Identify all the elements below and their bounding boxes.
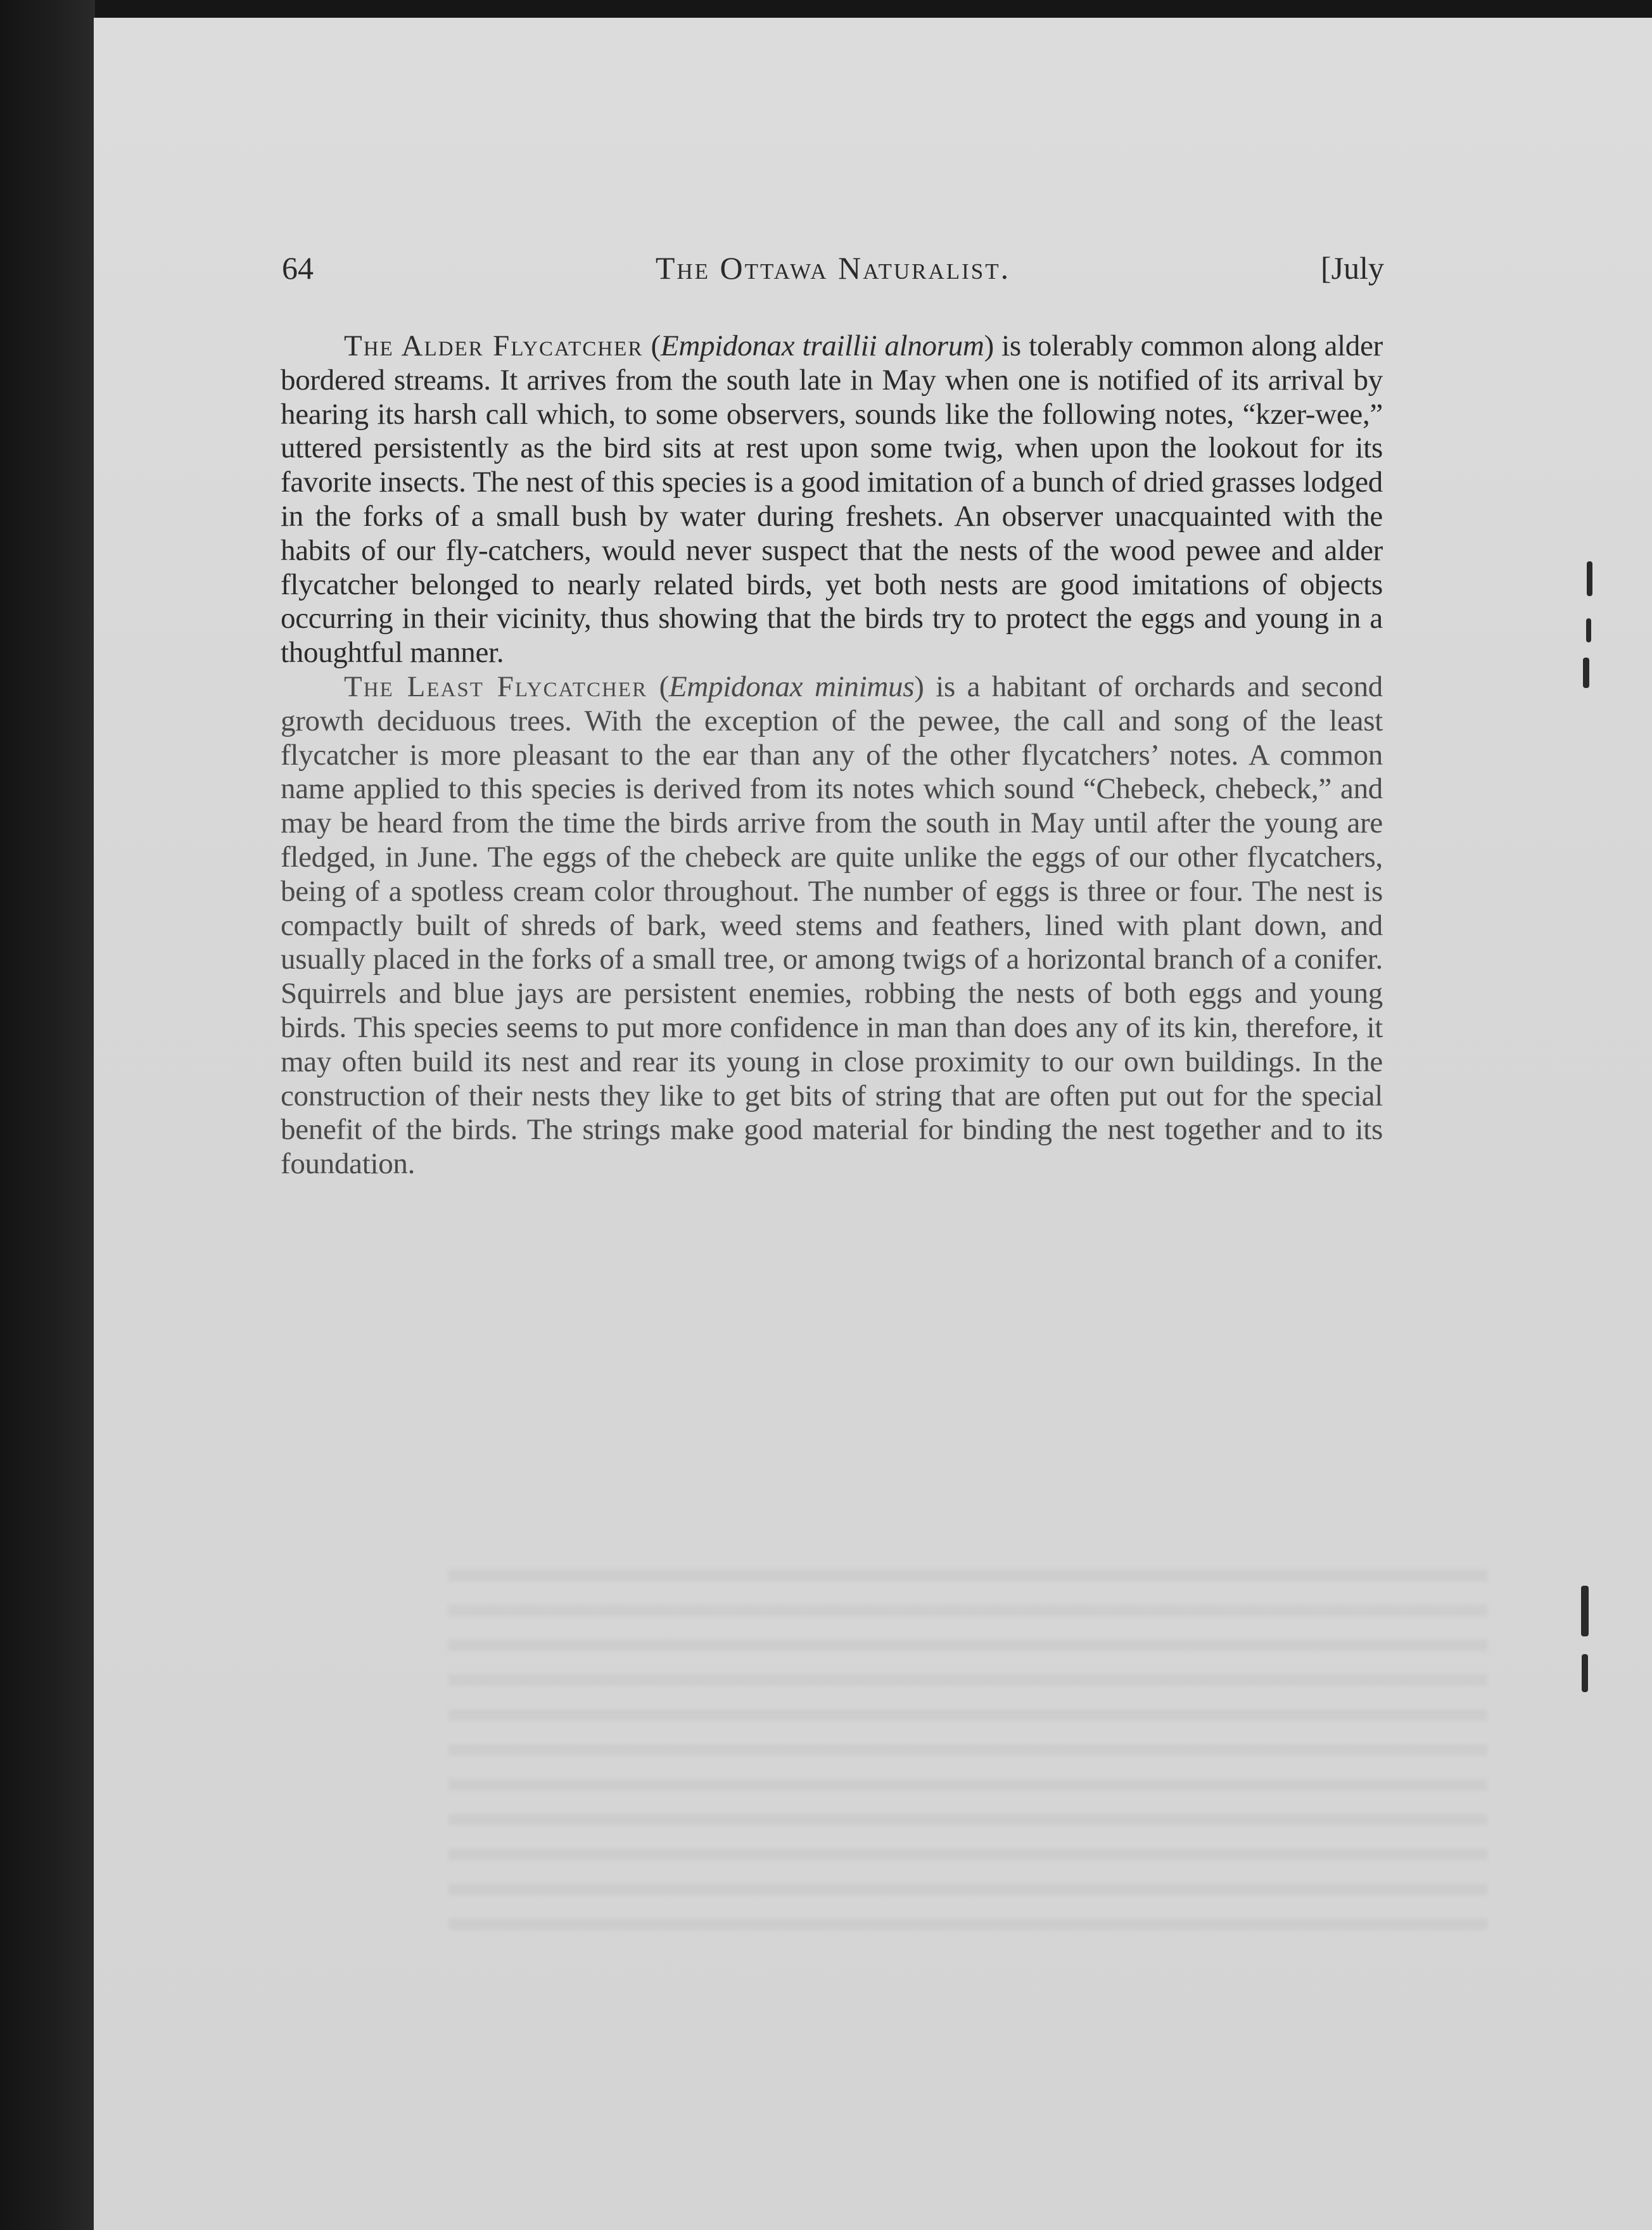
margin-mark xyxy=(1582,1654,1588,1692)
scan-left-edge xyxy=(0,0,95,2230)
margin-mark xyxy=(1583,658,1589,688)
species-heading: The Least Flycatcher xyxy=(344,670,647,703)
running-header xyxy=(282,243,1384,293)
paren-close: ) xyxy=(984,329,994,362)
paragraph-text: is tolerably common along alder bordered streams. It arrives from the south late in May when one is notified of its arrival by hearing its harsh call which, to some observers, sounds like the following notes, “kzer-wee,” uttered persistently as the bird sits at rest upon some twig, when upon the lookout for its favorite insects. The nest of this species is a good imitation of a bunch of dried grasses lodged in the forks of a small bush by water during freshets. An observer unacquainted with the habits of our fly-catchers, would never suspect that the nests of the wood pewee and alder flycatcher belonged to nearly related birds, yet both nests are good imitations of objects occurring in their vicinity, thus showing that the birds try to protect the eggs and young in a thoughtful manner. xyxy=(281,329,1383,670)
journal-title: The Ottawa Naturalist. xyxy=(655,250,1011,286)
paragraph-alder-flycatcher xyxy=(281,329,1383,670)
scan-top-edge xyxy=(0,0,1652,19)
margin-mark xyxy=(1587,561,1592,596)
margin-mark xyxy=(1586,618,1591,642)
paragraph-text: is a habitant of orchards and second growth deciduous trees. With the exception of the pewee, the call and song of the least flycatcher is more pleasant to the ear than any of the other flycatchers’ notes. A common name applied to this species is derived from its notes which sound “Chebeck, chebeck,” and may be heard from the time the birds arrive from the south in May until after the young are fledged, in June. The eggs of the chebeck are quite unlike the eggs of our other flycatchers, being of a spotless cream color throughout. The number of eggs is three or four. The nest is compactly built of shreds of bark, weed stems and feathers, lined with plant down, and usually placed in the forks of a small tree, or among twigs of a horizontal branch of a conifer. Squirrels and blue jays are persistent enemies, robbing the nests of both eggs and young birds. This species seems to put more confidence in man than does any of its kin, therefore, it may often build its nest and rear its young in close proximity to our own buildings. In the construction of their nests they like to get bits of string that are often put out for the special benefit of the birds. The strings make good material for binding the nest together and to its foundation. xyxy=(281,670,1383,1181)
paren-open: ( xyxy=(643,329,661,362)
margin-mark xyxy=(1581,1586,1589,1636)
species-heading: The Alder Flycatcher xyxy=(344,329,644,362)
latin-name: Empidonax minimus xyxy=(668,670,915,703)
article-body xyxy=(281,329,1383,1182)
paren-close: ) xyxy=(914,670,924,703)
issue-month: [July xyxy=(1321,250,1384,286)
paragraph-least-flycatcher xyxy=(281,670,1383,1182)
page-number: 64 xyxy=(282,250,314,286)
paren-open: ( xyxy=(647,670,669,703)
show-through-text xyxy=(448,1551,1487,1931)
latin-name: Empidonax traillii alnorum xyxy=(660,329,984,362)
